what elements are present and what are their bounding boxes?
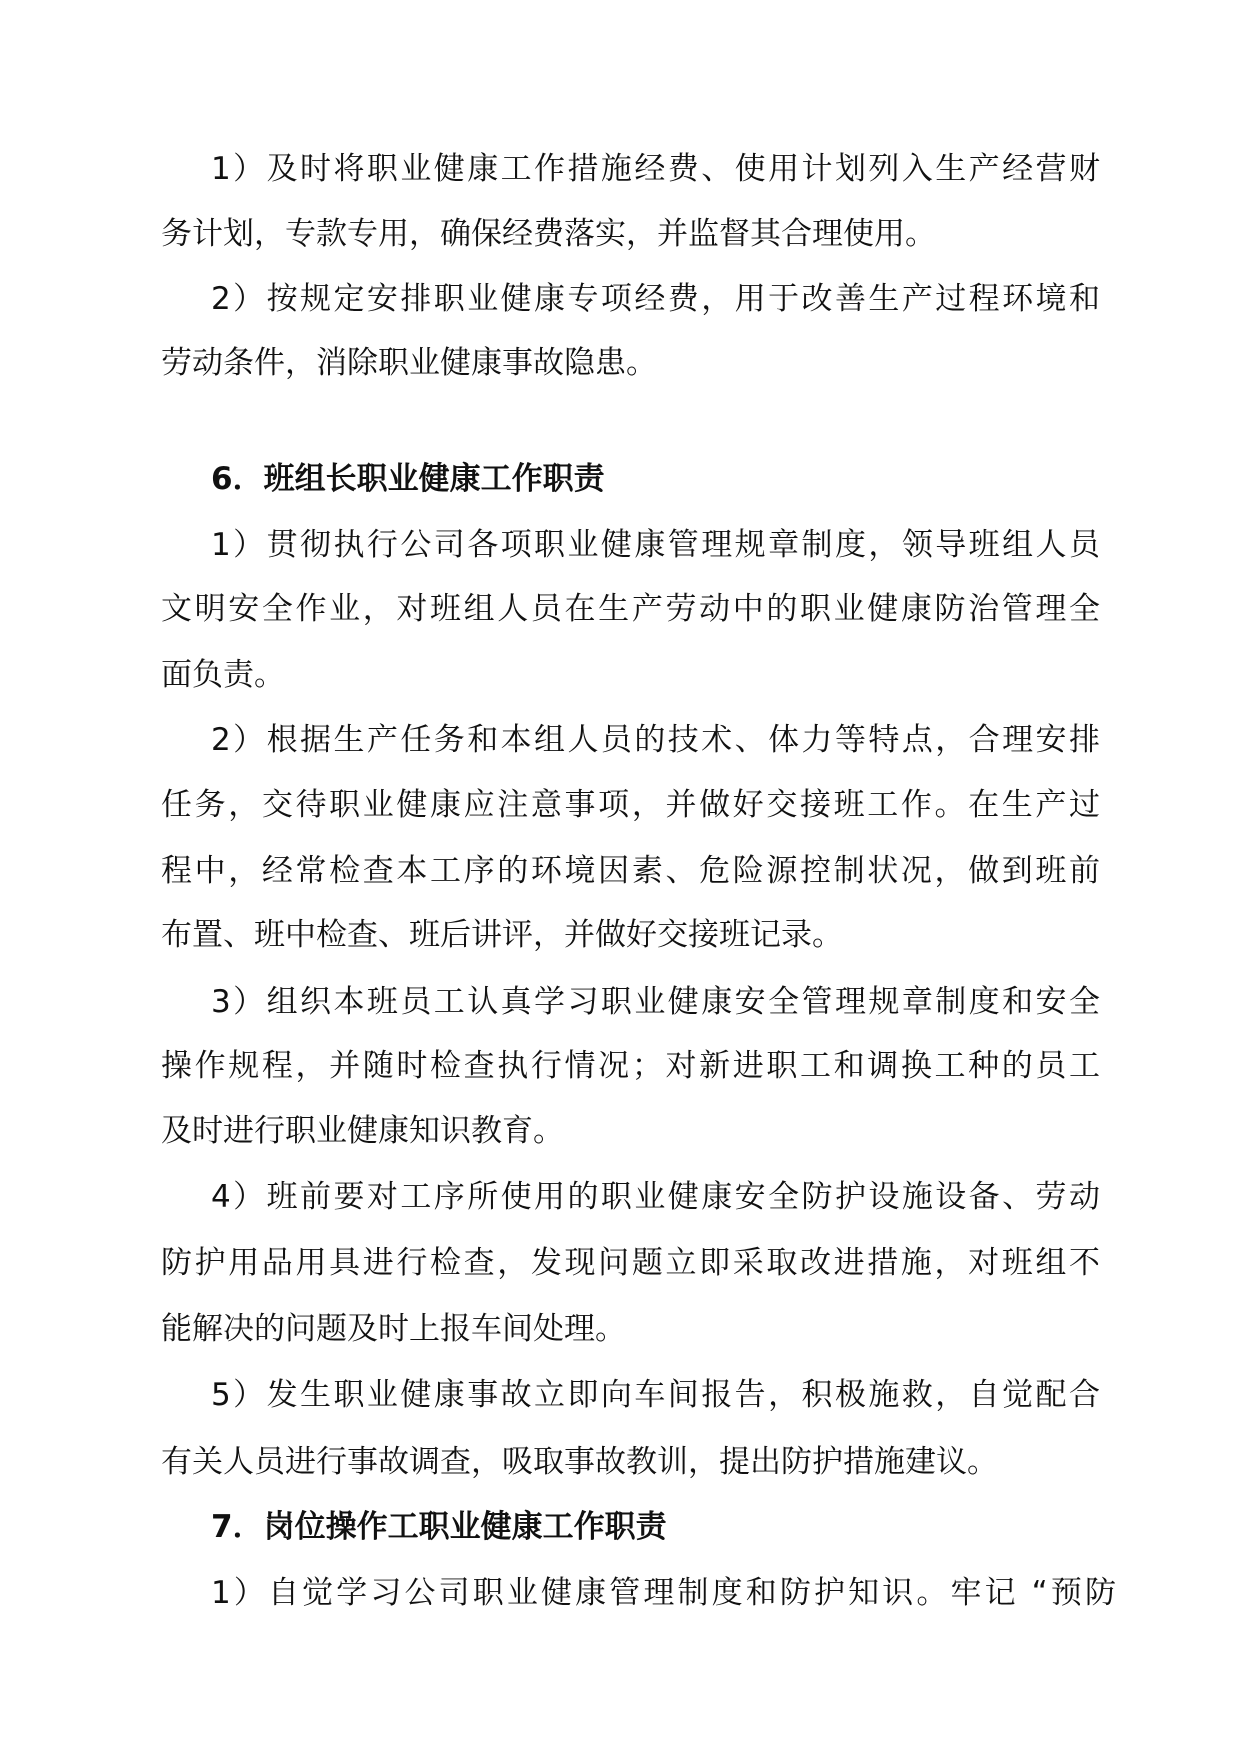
paragraph-line: 劳动条件，消除职业健康事故隐患。 [161,345,657,381]
paragraph-line: 2）按规定安排职业健康专项经费，用于改善生产过程环境和 [211,281,1100,317]
paragraph-line: 1）及时将职业健康工作措施经费、使用计划列入生产经营财 [211,151,1100,187]
paragraph-line: 务计划，专款专用，确保经费落实，并监督其合理使用。 [161,216,936,252]
paragraph-line: 1）贯彻执行公司各项职业健康管理规章制度，领导班组人员 [211,527,1100,563]
paragraph-line: 3）组织本班员工认真学习职业健康安全管理规章制度和安全 [211,984,1100,1020]
paragraph-line: 程中，经常检查本工序的环境因素、危险源控制状况，做到班前 [161,853,1100,889]
paragraph-line: 防护用品用具进行检查，发现问题立即采取改进措施，对班组不 [161,1245,1100,1281]
paragraph-line: 5）发生职业健康事故立即向车间报告，积极施救，自觉配合 [211,1377,1100,1413]
paragraph-line: 操作规程，并随时检查执行情况；对新进职工和调换工种的员工 [161,1048,1100,1084]
paragraph-line: 有关人员进行事故调查，吸取事故教训，提出防护措施建议。 [161,1444,998,1480]
paragraph-line: 布置、班中检查、班后讲评，并做好交接班记录。 [161,917,843,953]
paragraph-line: 及时进行职业健康知识教育。 [161,1113,564,1149]
paragraph-line: 4）班前要对工序所使用的职业健康安全防护设施设备、劳动 [211,1179,1100,1215]
paragraph-line: 2）根据生产任务和本组人员的技术、体力等特点，合理安排 [211,722,1100,758]
section-heading: 7．岗位操作工职业健康工作职责 [211,1509,667,1545]
section-heading: 6．班组长职业健康工作职责 [211,461,605,497]
paragraph-line: 面负责。 [161,657,285,693]
paragraph-line: 能解决的问题及时上报车间处理。 [161,1311,626,1347]
paragraph-line: 1）自觉学习公司职业健康管理制度和防护知识。牢记 “预防 [211,1575,1116,1611]
paragraph-line: 文明安全作业，对班组人员在生产劳动中的职业健康防治管理全 [161,591,1100,627]
paragraph-line: 任务，交待职业健康应注意事项，并做好交接班工作。在生产过 [161,787,1100,823]
